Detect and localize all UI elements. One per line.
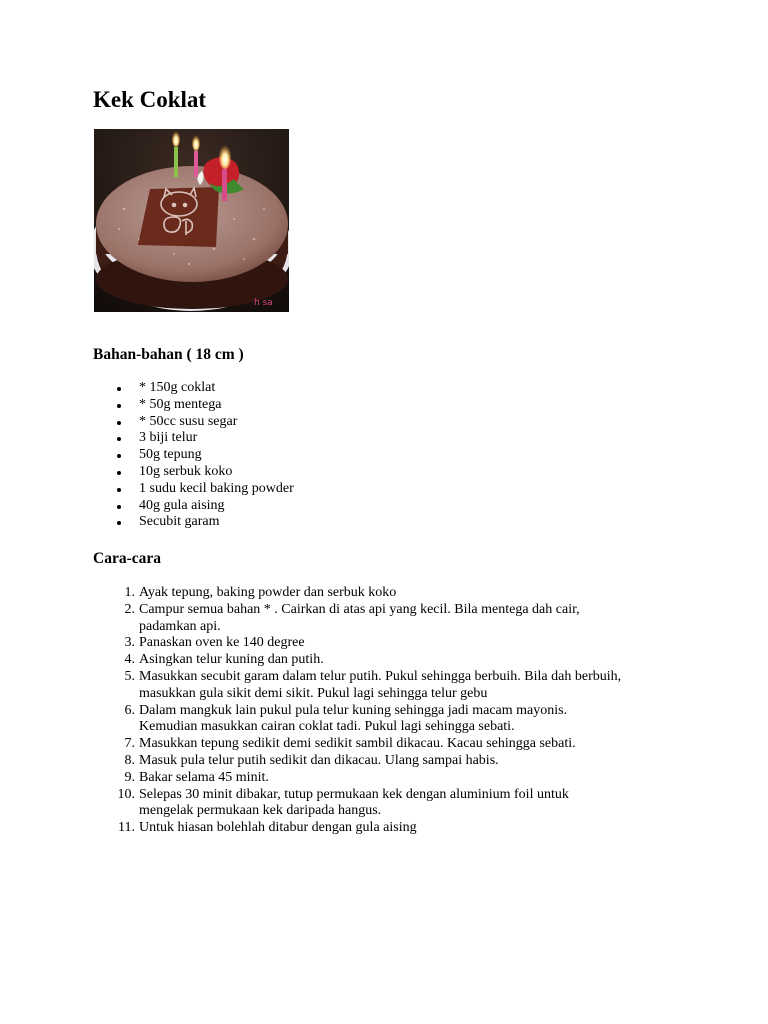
- list-item: [93, 414, 294, 431]
- list-item: [93, 397, 294, 414]
- step-text: Panaskan oven ke 140 degree: [139, 635, 305, 651]
- step-text: Dalam mangkuk lain pukul pula telur kuning sehingga jadi macam mayonis.: [139, 702, 568, 718]
- bullet-icon: [117, 505, 121, 509]
- step-item: [93, 787, 693, 821]
- step-item: [93, 652, 693, 669]
- step-number: 3.: [124, 635, 135, 651]
- step-number: 4.: [124, 652, 135, 668]
- step-text-continued: Kemudian masukkan cairan coklat tadi. Pukul lagi sehingga sebati.: [139, 719, 515, 735]
- step-text: Bakar selama 45 minit.: [139, 769, 269, 785]
- step-text-continued: masukkan gula sikit demi sikit. Pukul lagi sehingga telur gebu: [139, 685, 488, 701]
- step-item: [93, 820, 693, 837]
- page-title: Kek Coklat: [93, 87, 207, 112]
- cake-photo: [94, 129, 289, 312]
- step-text: Masukkan tepung sedikit demi sedikit sambil dikacau. Kacau sehingga sebati.: [139, 736, 576, 752]
- bullet-icon: [117, 437, 121, 441]
- step-item: [93, 635, 693, 652]
- list-item: [93, 514, 294, 531]
- step-item: [93, 602, 693, 636]
- step-text: Campur semua bahan * . Cairkan di atas api yang kecil. Bila mentega dah cair,: [139, 601, 580, 617]
- ingredient-text: Secubit garam: [139, 514, 220, 530]
- bullet-icon: [117, 471, 121, 475]
- ingredients-list: [93, 380, 294, 531]
- list-item: [93, 464, 294, 481]
- step-text: Masukkan secubit garam dalam telur putih. Pukul sehingga berbuih. Bila dah berbuih,: [139, 668, 622, 684]
- step-number: 9.: [124, 769, 135, 785]
- ingredient-text: 50g tepung: [139, 447, 202, 463]
- step-text: Ayak tepung, baking powder dan serbuk koko: [139, 585, 397, 600]
- step-item: [93, 770, 693, 787]
- step-item: [93, 669, 693, 703]
- step-number: 11.: [118, 820, 135, 836]
- step-item: [93, 703, 693, 737]
- ingredient-text: 1 sudu kecil baking powder: [139, 480, 294, 496]
- step-item: [93, 585, 693, 602]
- ingredient-text: * 150g coklat: [139, 380, 216, 395]
- step-number: 7.: [124, 736, 135, 752]
- step-text: Selepas 30 minit dibakar, tutup permukaan kek dengan aluminium foil untuk: [139, 786, 569, 802]
- step-item: [93, 753, 693, 770]
- ingredient-text: 40g gula aising: [139, 497, 225, 513]
- step-number: 10.: [117, 786, 135, 802]
- step-number: 5.: [124, 668, 135, 684]
- step-number: 2.: [124, 601, 135, 617]
- list-item: [93, 498, 294, 515]
- step-text: Masuk pula telur putih sedikit dan dikacau. Ulang sampai habis.: [139, 752, 499, 768]
- ingredient-text: 3 biji telur: [139, 430, 198, 446]
- list-item: [93, 380, 294, 397]
- ingredient-text: 10g serbuk koko: [139, 463, 233, 479]
- step-text: Asingkan telur kuning dan putih.: [139, 652, 324, 668]
- bullet-icon: [117, 421, 121, 425]
- bullet-icon: [117, 488, 121, 492]
- method-heading: Cara-cara: [93, 550, 161, 567]
- list-item: [93, 481, 294, 498]
- step-text-continued: padamkan api.: [139, 618, 221, 634]
- step-number: 6.: [124, 702, 135, 718]
- ingredient-text: * 50g mentega: [139, 396, 222, 412]
- step-text-continued: mengelak permukaan kek daripada hangus.: [139, 803, 382, 819]
- photo-watermark: h sa: [254, 298, 273, 308]
- list-item: [93, 430, 294, 447]
- bullet-icon: [117, 454, 121, 458]
- step-number: 1.: [124, 585, 135, 600]
- bullet-icon: [117, 521, 121, 525]
- method-steps-list: [93, 585, 693, 837]
- step-number: 8.: [124, 752, 135, 768]
- step-text: Untuk hiasan bolehlah ditabur dengan gula aising: [139, 820, 417, 836]
- bullet-icon: [117, 387, 121, 391]
- step-item: [93, 736, 693, 753]
- bullet-icon: [117, 404, 121, 408]
- ingredient-text: * 50cc susu segar: [139, 413, 238, 429]
- ingredients-heading: Bahan-bahan ( 18 cm ): [93, 346, 244, 363]
- list-item: [93, 447, 294, 464]
